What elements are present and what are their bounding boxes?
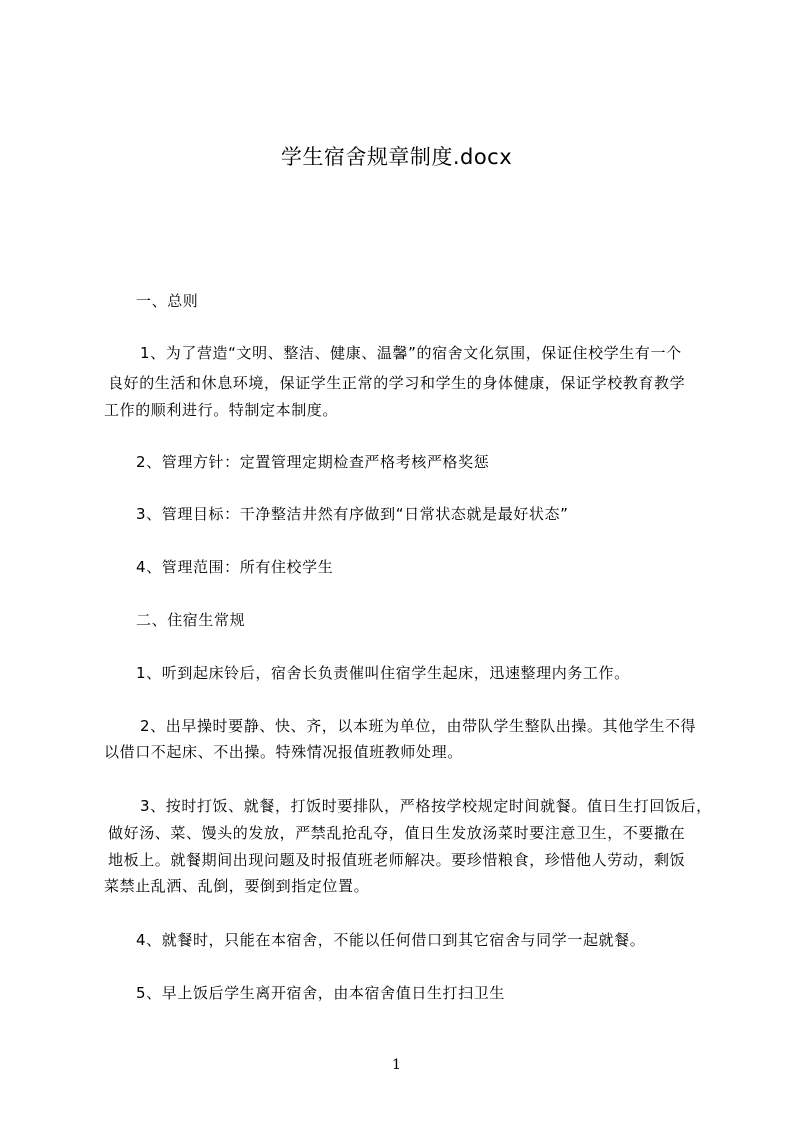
paragraph-line: 2、出早操时要静、快、齐，以本班为单位，由带队学生整队出操。其他学生不得 (140, 717, 697, 735)
paragraph-line: 地板上。就餐期间出现问题及时报值班老师解决。要珍惜粮食，珍惜他人劳动，剩饭 (108, 851, 686, 869)
paragraph-line: 1、为了营造“文明、整洁、健康、温馨”的宿舍文化氛围，保证住校学生有一个 (140, 344, 682, 362)
paragraph-line: 菜禁止乱洒、乱倒，要倒到指定位置。 (104, 877, 370, 895)
paragraph-line: 3、按时打饭、就餐，打饭时要排队，严格按学校规定时间就餐。值日生打回饭后， (140, 797, 712, 815)
paragraph-line: 以借口不起床、不出操。特殊情况报值班教师处理。 (104, 743, 463, 761)
section-heading: 一、总则 (136, 292, 199, 310)
paragraph-line: 良好的生活和休息环境，保证学生正常的学习和学生的身体健康，保证学校教育教学 (108, 374, 686, 392)
paragraph-line: 5、早上饭后学生离开宿舍，由本宿舍值日生打扫卫生 (136, 984, 505, 1002)
paragraph-line: 做好汤、菜、馒头的发放，严禁乱抢乱夺，值日生发放汤菜时要注意卫生，不要撒在 (108, 824, 686, 842)
paragraph-line: 4、就餐时，只能在本宿舍，不能以任何借口到其它宿舍与同学一起就餐。 (136, 931, 646, 949)
document-title: 学生宿舍规章制度.docx (280, 145, 513, 169)
paragraph-line: 3、管理目标：干净整洁井然有序做到“日常状态就是最好状态” (136, 505, 569, 523)
page-number: 1 (392, 1057, 401, 1073)
paragraph-line: 1、听到起床铃后，宿舍长负责催叫住宿学生起床，迅速整理内务工作。 (136, 664, 630, 682)
paragraph-line: 2、管理方针：定置管理定期检查严格考核严格奖惩 (136, 453, 490, 471)
paragraph-line: 工作的顺利进行。特制定本制度。 (104, 401, 339, 419)
section-heading: 二、住宿生常规 (136, 611, 246, 629)
paragraph-line: 4、管理范围：所有住校学生 (136, 558, 334, 576)
